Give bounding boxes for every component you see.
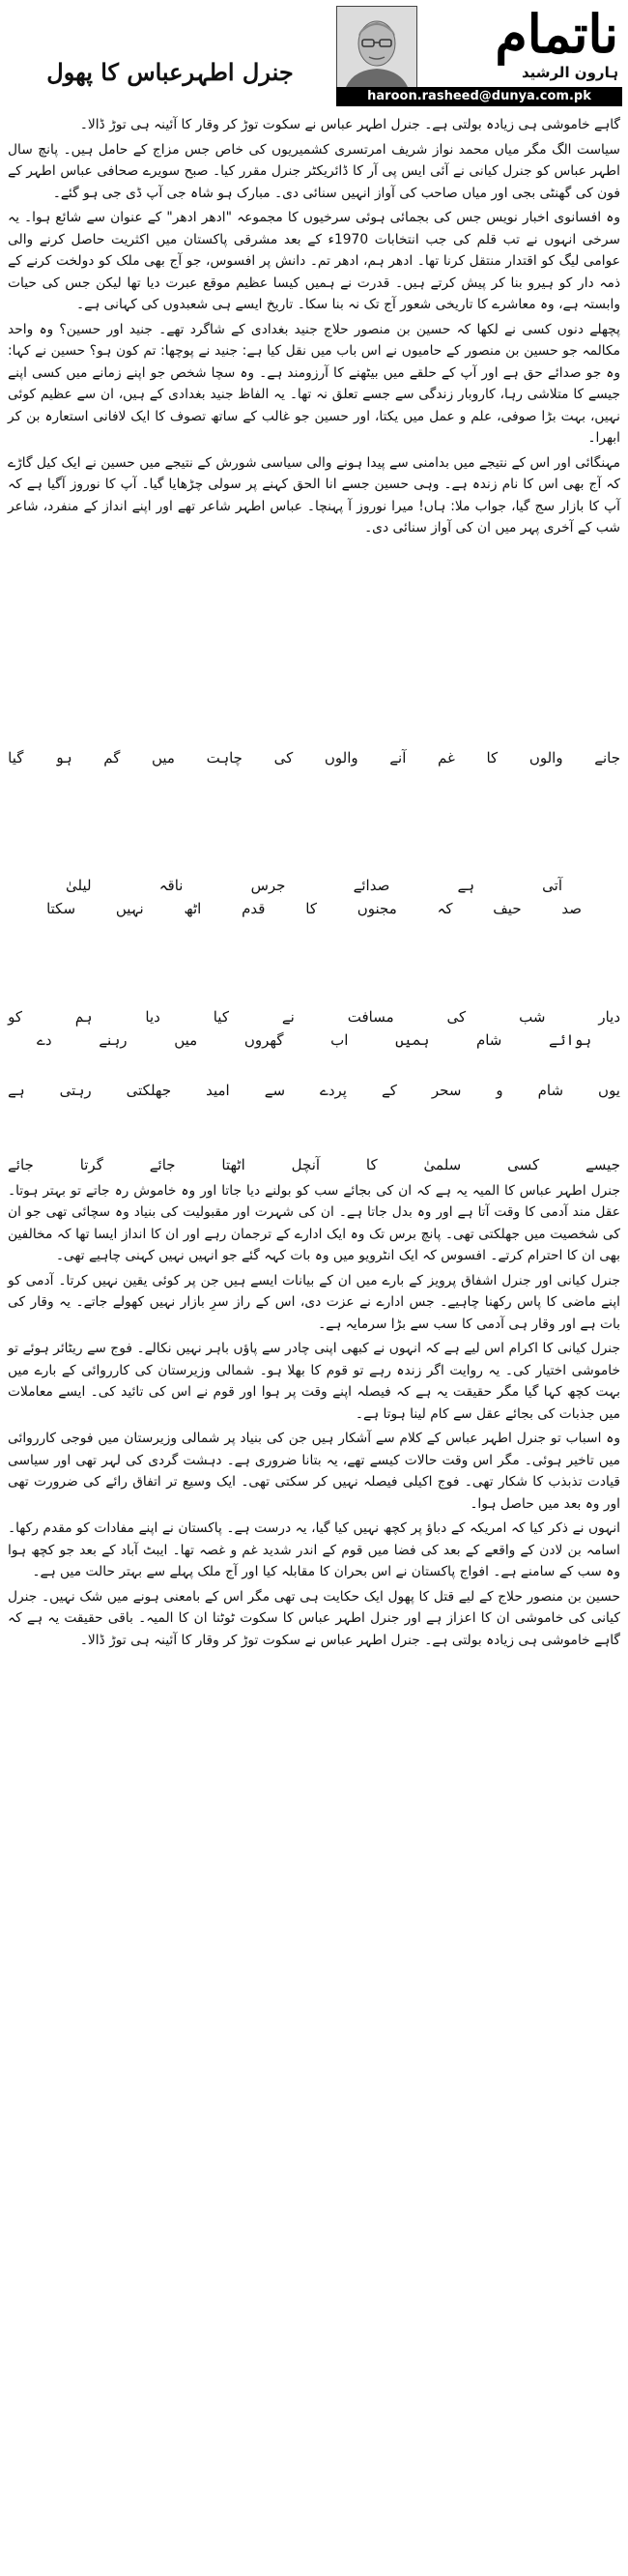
verse-word: کا (305, 900, 317, 917)
verse-word: قدم (242, 900, 266, 917)
verse-word: گم (103, 749, 121, 767)
verse-line (8, 897, 620, 920)
verse-word: صدائے (353, 877, 390, 894)
verse-word: والوں (324, 749, 358, 767)
author-email: haroon.rasheed@dunya.com.pk (336, 87, 622, 106)
verse-couplet (8, 1005, 620, 1052)
verse-word: آتی (542, 877, 562, 894)
verse-word: کسی (507, 1156, 540, 1173)
verse-word: ہوائے (549, 1031, 591, 1049)
verse-word: کا (486, 749, 499, 767)
author-photo (336, 6, 417, 99)
verse-word: شام (475, 1031, 502, 1049)
verse-word: گرتا (79, 1156, 103, 1173)
verse-word: جیسے (585, 1156, 620, 1173)
verse-line (8, 1079, 620, 1102)
verse-word: دے (37, 1031, 52, 1049)
article-title: جنرل اطہرعباس کا پھول (46, 58, 294, 86)
paragraph: حسین بن منصور حلاج کے لیے قتل کا پھول ایک حکایت ہی تھی مگر اس کے بامعنی ہونے میں شک نہیں۔ جنرل کیانی کی خاموشی ان کا اعزاز ہے اور جنرل اطہر عباس کا سکوت ٹوٹنا ان کا المیہ۔ باقی حقیقت یہ ہے کہ گاہے خاموشی ہی زیادہ بولتی ہے۔ جنرل اطہر عباس نے سکوت توڑ کر وقار کا آئینہ ہی توڑ ڈالا۔ (8, 1588, 620, 1648)
verse-word: لیلیٰ (66, 877, 92, 894)
paragraph: وہ افسانوی اخبار نویس جس کی بجمائی ہوئی سرخیوں کا مجموعہ "ادھر ادھر" کے عنوان سے شائع ہوا۔ یہ سرخی انہوں نے تب قلم کی جب انتخابات 1970ء کے بعد مشرقی پاکستان میں اکثریت حاصل کرنے والی عوامی لیگ کو اقتدار منتقل کرنا تھا۔ ادھر ہم، ادھر تم۔ دانش پر افسوس، جو آج بھی ملک کو دولخت کرنے کے ذمہ دار کو ہیرو بنا کر پیش کرتے ہیں۔ قدرت نے ہمیں کیسا عظیم موقع عبرت دیا تھا لیکن جس کی حیات وابستہ ہے، وہ معاشرے کا تاریخی شعور آج تک نہ بنا سکا۔ تاریخ ایسے ہی شعبدوں کی کہانی ہے۔ (8, 210, 620, 312)
verse-word: دیا (145, 1008, 160, 1026)
verse-word: دیار (598, 1008, 620, 1026)
paragraph: جنرل کیانی اور جنرل اشفاق پرویز کے بارے میں ان کے بیانات ایسے ہیں جن پر کوئی یقین نہیں کرتا۔ آدمی کو اپنے ماضی کا پاس رکھنا چاہیے۔ جس ادارے نے عزت دی، اس کے راز سرِ بازار نہیں کھولے جاتے۔ یہ وقار کی بات ہے اور وقار ہی آدمی کا سب سے بڑا سرمایہ ہے۔ (8, 1272, 620, 1332)
verse-word: گیا (8, 749, 24, 767)
verse-word: سلمیٰ (423, 1156, 462, 1173)
verse-word: اٹھتا (221, 1156, 245, 1173)
verse-word: آنچل (291, 1156, 321, 1173)
verse-word: کی (273, 749, 294, 767)
verse-line (8, 874, 620, 897)
verse-word: کیا (213, 1008, 229, 1026)
verse-word: کہ (437, 900, 453, 917)
paragraph: گاہے خاموشی ہی زیادہ بولتی ہے۔ جنرل اطہر عباس نے سکوت توڑ کر وقار کا آئینہ ہی توڑ ڈالا۔ (79, 117, 620, 132)
paragraph: پچھلے دنوں کسی نے لکھا کہ حسین بن منصور حلاج جنید بغدادی کے شاگرد تھے۔ جنید اور حسین؟ وہ واحد مکالمہ جو حسین بن منصور کے حامیوں نے اس باب میں نقل کیا ہے: جنید نے پوچھا: تم کون ہو؟ حسین نے کہا: وہ جو صدائے حق ہے اور آپ کے حلقے میں بیٹھنے کا آرزومند ہے۔ وہ سچا شخص جو اپنے زمانے میں کسی اپنے جیسے کا متلاشی رہا، کاروبار زندگی سے جسے تعلق نہ تھا۔ یہ الفاظ جنید بغدادی کے ہیں، ان سے عظیم کوئی نہیں، بہت بڑا صوفی، علم و عمل میں یکتا، اور حسین جو غالب کے ساتھ تصوف کا ایک لافانی استعارہ بن کر ابھرا۔ (8, 321, 620, 446)
verse-word: جھلکتی (126, 1082, 172, 1099)
verse-word: کے (381, 1082, 397, 1099)
verse-word: آنے (389, 749, 407, 767)
verse-word: ناقہ (158, 877, 184, 894)
verse-word: میں (151, 749, 175, 767)
paragraph: مہنگائی اور اس کے نتیجے میں بدامنی سے پیدا ہونے والی سیاسی شورش کے نتیجے میں حسین نے ایک کیل گاڑے کہ آج بھی اس کا نام زندہ ہے۔ وہی حسین جسے انا الحق کہنے پر سولی چڑھایا گیا۔ آپ کا نوروز آگیا ہے کہ آپ کا بازار سج گیا، جواب ملا: ہاں! میرا نوروز آ پہنچا۔ عباس اطہر شاعر تھے اور اپنے انداز کے منفرد، شاعر شب کے آخری پہر میں ان کی آواز سنائی دی۔ (8, 454, 620, 535)
verse-word: ہے (8, 1082, 25, 1099)
verse-word: نے (281, 1008, 295, 1026)
verse-word: یوں (598, 1082, 620, 1099)
verse-word: سے (264, 1082, 286, 1099)
verse-word: نہیں (115, 900, 144, 917)
verse-word: اٹھ (184, 900, 202, 917)
column-masthead (336, 3, 622, 104)
verse-word: ہو (55, 749, 72, 767)
verse-word: امید (206, 1082, 230, 1099)
verse-word: رہنے (99, 1031, 128, 1049)
verse-word: میں (174, 1031, 198, 1049)
paragraph: انہوں نے ذکر کیا کہ امریکہ کے دباؤ پر کچھ نہیں کیا گیا، یہ درست ہے۔ پاکستان نے اپنے مفادات کو مقدم رکھا۔ اسامہ بن لادن کے واقعے کے بعد کی فضا میں قوم کے اندر شدید غم و غصہ تھا۔ ایبٹ آباد کے بعد جو کچھ ہوا وہ سب کے سامنے ہے۔ افواج پاکستان نے اس بحران کا مقابلہ کیا اور آج ملک پہلے سے بہتر حالت میں ہے۔ (8, 1520, 620, 1579)
verse-word: جائے (149, 1156, 176, 1173)
column-name: ناتمام (495, 3, 618, 65)
verse-word: کا (365, 1156, 378, 1173)
verse-word: والوں (528, 749, 563, 767)
verse-couplet (8, 746, 620, 769)
verse-word: صد (561, 900, 582, 917)
verse-line (8, 1005, 620, 1028)
verse-line (8, 1154, 620, 1176)
author-name: ہارون الرشید (521, 64, 618, 81)
paragraph: وہ اسباب تو جنرل اطہر عباس کے کلام سے آشکار ہیں جن کی بنیاد پر شمالی وزیرستان میں فوجی کارروائی میں تاخیر ہوئی۔ مگر اس وقت حالات کیسے تھے، یہ بتانا ضروری ہے۔ دہشت گردی کی لہر تھی اور سیاسی قیادت تذبذب کا شکار تھی۔ فوج اکیلی فیصلہ نہیں کر سکتی تھی۔ ایک وسیع تر اتفاق رائے کی ضرورت تھی اور وہ بعد میں حاصل ہوا۔ (8, 1431, 620, 1512)
verse-word: اب (330, 1031, 349, 1049)
verse-line (8, 746, 620, 769)
verse-word: و (496, 1082, 503, 1099)
verse-couplet (8, 874, 620, 920)
verse-word: سحر (431, 1082, 462, 1099)
verse-word: گھروں (243, 1031, 284, 1049)
verse-word: مسافت (347, 1008, 394, 1026)
verse-word: جانے (594, 749, 620, 767)
verse-word: ہمیں (395, 1031, 430, 1049)
verse-word: سکتا (46, 900, 76, 917)
verse-word: جائے (8, 1156, 34, 1173)
article-body-mid (8, 1154, 620, 1654)
verse-word: شام (537, 1082, 564, 1099)
verse-word: رہتی (59, 1082, 92, 1099)
article-body-top (8, 108, 620, 542)
verse-word: کی (446, 1008, 467, 1026)
paragraph: جنرل اطہر عباس کا المیہ یہ ہے کہ ان کی بجائے سب کو بولنے دیا جاتا اور وہ خاموش رہ جاتے تو بہتر ہوتا۔ عقل مند آدمی کا وقت آتا ہے اور وہ بدل جاتا ہے۔ ان کی شہرت اور مقبولیت کی بنیاد وہ سچائی تھی جو ان کی شخصیت میں جھلکتی تھی۔ پانچ برس تک وہ ایک ادارے کے ترجمان رہے اور ان کا انداز ایسا تھا کہ مخالفین بھی ان کا احترام کرتے۔ افسوس کہ ایک انٹرویو میں وہ بات کہہ گئے جو انہیں نہیں کہنی چاہیے تھی۔ (8, 1182, 620, 1263)
verse-word: جرس (250, 877, 286, 894)
verse-word: کو (8, 1008, 22, 1026)
verse-word: شب (519, 1008, 546, 1026)
verse-line (8, 1028, 620, 1052)
verse-word: مجنوں (357, 900, 397, 917)
paragraph: سیاست الگ مگر میاں محمد نواز شریف امرتسری کشمیریوں کی خاص جس مزاج کے حامل ہیں۔ پانچ سال اطہر عباس کو جنرل کیانی نے آئی ایس پی آر کا ڈائریکٹر جنرل مقرر کیا۔ صبح سویرے صحافی عباس اطہر کے فون کی گھنٹی بجی اور میاں صاحب کی آواز انہیں سنائی دی۔ مبارک ہو شاہ جی آپ ڈی جی ہو گئے۔ (8, 141, 620, 201)
verse-word: چاہت (206, 749, 243, 767)
verse-word: غم (438, 749, 455, 767)
paragraph: جنرل کیانی کا اکرام اس لیے ہے کہ انہوں نے کبھی اپنی چادر سے پاؤں باہر نہیں نکالے۔ فوج سے ریٹائر ہوئے تو خاموشی اختیار کی۔ یہ روایت اگر زندہ رہے تو قوم کا بھلا ہو۔ شمالی وزیرستان کی کارروائی کے بارے میں بہت کچھ کہا گیا مگر حقیقت یہ ہے کہ فیصلہ اپنے وقت پر ہوا اور قوم نے اس کی تائید کی۔ ایسے معاملات میں جذبات کی بجائے عقل سے کام لینا ہوتا ہے۔ (8, 1341, 620, 1422)
verse-word: پردے (320, 1082, 347, 1099)
verse-word: ہے (457, 877, 475, 894)
verse-word: ہم (74, 1008, 93, 1026)
verse-couplet (8, 1079, 620, 1102)
verse-word: حیف (493, 900, 522, 917)
